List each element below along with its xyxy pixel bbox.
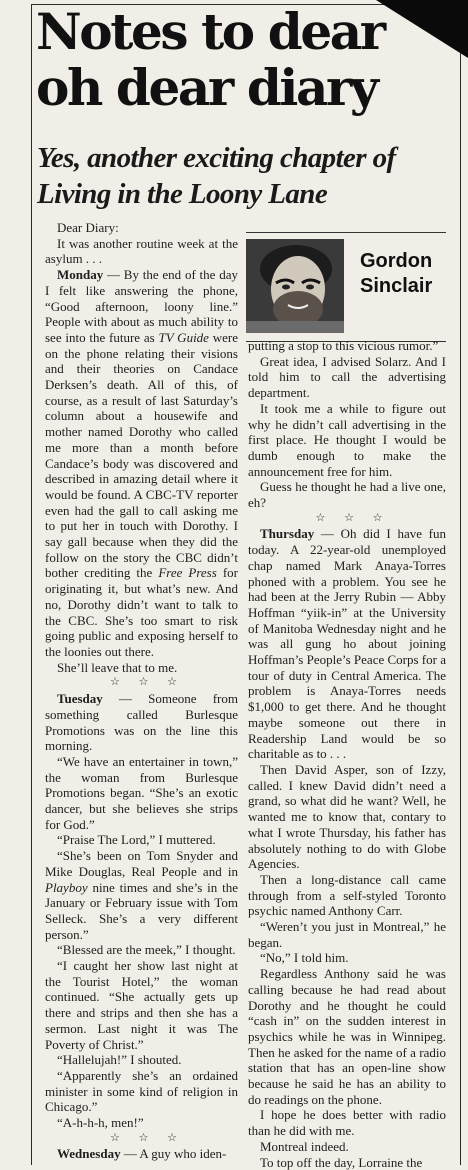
paragraph: “Blessed are the meek,” I thought. (57, 942, 236, 958)
paragraph: “We have an entertainer in town,” the woman from Burlesque Promotions began. “She’s an exotic dancer, but she believes she strips for God.” (45, 753, 238, 832)
day-label-thursday: Thursday (260, 526, 315, 542)
section-divider-stars: ☆ ☆ ☆ (109, 1131, 186, 1144)
paragraph: “Hallelujah!” I shouted. (57, 1052, 182, 1068)
paragraph: Then David Asper, son of Izzy, called. I knew David didn’t need a grand, so what did he want? Well, he wanted me to know that, contary to what I wrote Thursday, his father has absolutely nothing to do with Globe Agencies. (248, 761, 446, 872)
byline-box (246, 232, 446, 342)
paragraph: “A-h-h-h, men!” (57, 1115, 144, 1131)
paragraph: Montreal indeed. (260, 1138, 349, 1154)
paragraph-wednesday: Wednesday — A guy who iden- (57, 1146, 227, 1162)
paragraph: Regardless Anthony said he was calling because he had read about Dorothy and he thought he could “cash in” on the sudden interest in psychics while he was in Winnipeg. Then he asked for the name of a radio station that has an open-line show because he said he has an ability to do readings on the phone. (248, 966, 446, 1107)
publication-name: TV Guide (158, 329, 209, 345)
paragraph: “I caught her show last night at the Tourist Hotel,” the woman continued. “She actually gets up there and strips and then she has a sermon. Last night it was The Poverty of Christ.” (45, 958, 238, 1052)
paragraph: Guess he thought he had a live one, eh? (248, 479, 446, 511)
paragraph: I hope he does better with radio than he did with me. (248, 1107, 446, 1139)
section-divider-stars: ☆ ☆ ☆ (315, 511, 391, 524)
author-photo (246, 239, 344, 333)
paragraph: Great idea, I advised Solarz. And I told him to call the advertising department. (248, 353, 446, 401)
day-label-monday: Monday (57, 267, 104, 283)
paragraph: To top off the day, Lorraine the (260, 1154, 423, 1170)
left-column (45, 220, 238, 1162)
paragraph: “Praise The Lord,” I muttered. (57, 832, 216, 848)
subheadline: Yes, another exciting chapter of Living in the Loony Lane (37, 142, 396, 210)
paragraph-monday: Monday — By the end of the day I felt like answering the phone, “Good afternoon, loony line.” People with about as much ability to see into the future as TV Guide were on the phone relating their visions and their theories on Candace Derksen’s death. All of this, of course, as a result of last Saturday’s column about a housewife and mother named Dorothy who called me more than a month before Candace’s body was discovered and described in amazing detail where it would be found. A CBC-TV reporter even had the gall to call asking me to put her in touch with Dorothy. I say gall because when they did the follow on the story the CBC didn’t bother crediting the Free Press for originating it, but what’s new. And no, Dorothy didn’t want to talk to the CBC. She’s too smart to risk going public and exposing herself to the loonies out there. (45, 267, 238, 659)
paragraph: Then a long-distance call came through from a self-styled Toronto psychic named Anthony Carr. (248, 871, 446, 919)
paragraph-tuesday: Tuesday — Someone from something called Burlesque Promotions was on the line this morning. (45, 691, 238, 754)
author-last-name: Sinclair (360, 275, 433, 297)
paragraph: It took me a while to figure out why he didn’t call advertising in the first place. He thought I would be dumb enough to make the announcement free for him. (248, 400, 446, 479)
paragraph-thursday: Thursday — Oh did I have fun today. A 22-year-old unemployed chap named Mark Anaya-Torres phoned with a problem. You see he had been at the Jerry Rubin — Abby Hoffman “yiik-in” at the University of Manitoba Wednesday night and he was all gung ho about joining Hoffman’s People’s Peace Corps for a tour of duty in Central America. The problem is Anaya-Torres needs $1,000 to get there. And he thought maybe someone out there in Readership Land would be so charitable as to . . . (248, 526, 446, 762)
author-name (360, 249, 432, 299)
paragraph: It was another routine week at the asylum . . . (45, 235, 238, 267)
section-divider-stars: ☆ ☆ ☆ (109, 676, 186, 689)
publication-name: Free Press (158, 565, 217, 581)
page-corner-fold (376, 0, 468, 58)
day-label-tuesday: Tuesday (57, 691, 103, 707)
paragraph: “Weren’t you just in Montreal,” he began. (248, 919, 446, 950)
right-column (248, 338, 446, 1170)
publication-name: Playboy (45, 879, 88, 895)
paragraph: “No,” I told him. (260, 950, 349, 966)
author-portrait-image (246, 239, 344, 333)
paragraph: putting a stop to this vicious rumor.” (248, 338, 439, 353)
salutation: Dear Diary: (57, 220, 119, 235)
day-label-wednesday: Wednesday (57, 1146, 121, 1162)
paragraph: “She’s been on Tom Snyder and Mike Douglas, Real People and in Playboy nine times and she’s in the January or February issue with Tom Selleck. She’s a very different person.” (45, 848, 238, 942)
paragraph: She’ll leave that to me. (57, 659, 178, 675)
paragraph: “Apparently she’s an ordained minister in some kind of religion in Chicago.” (45, 1067, 238, 1115)
headline: Notes to dear oh dear diary (36, 2, 384, 117)
author-first-name: Gordon (360, 250, 433, 272)
